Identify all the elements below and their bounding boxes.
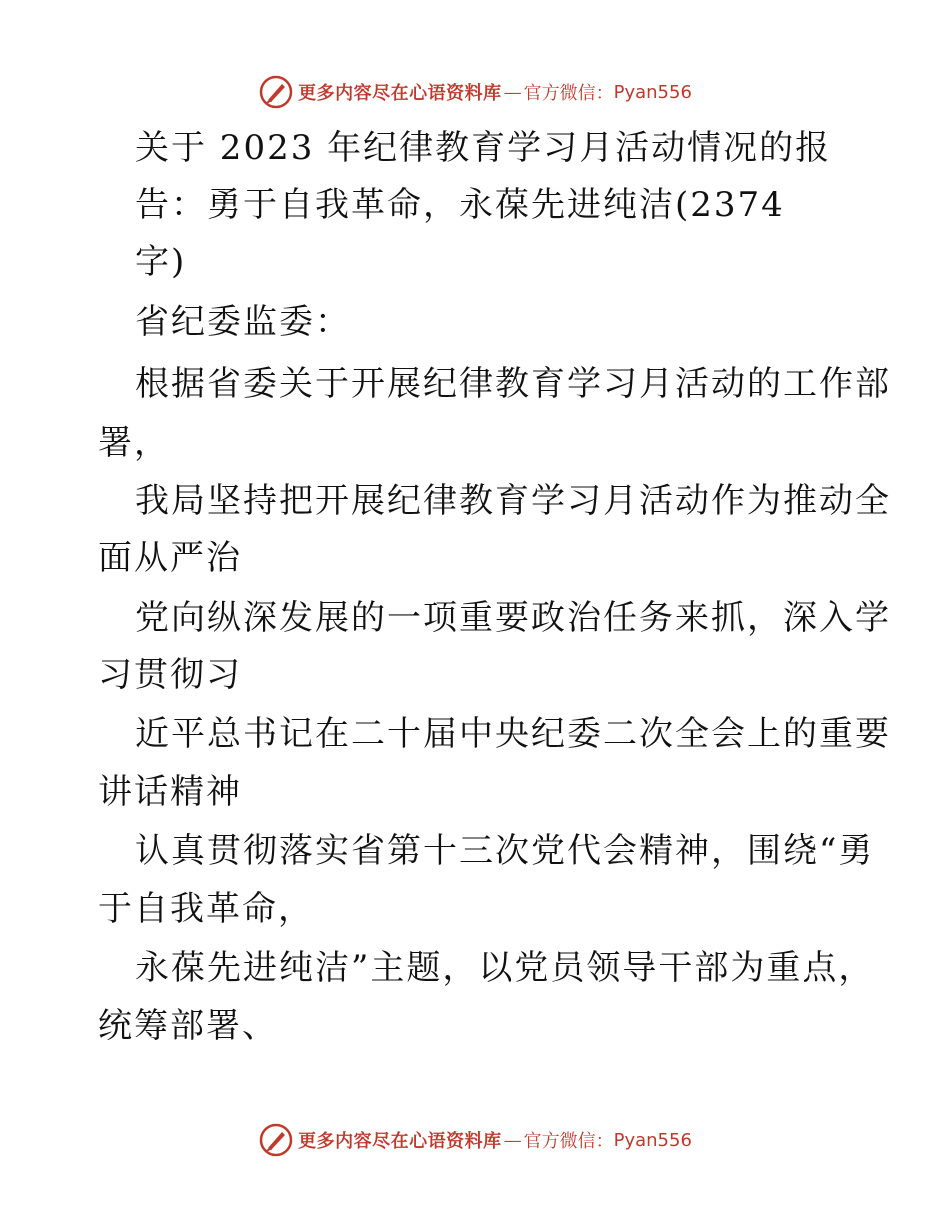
paragraph-line: 近平总书记在二十届中央纪委二次全会上的重要	[135, 714, 891, 754]
watermark-wechat-id: Pyan556	[613, 81, 692, 103]
quill-logo-icon	[258, 74, 294, 110]
watermark-official-label: 官方微信：	[523, 1131, 614, 1152]
watermark-wechat-id: Pyan556	[613, 1129, 692, 1151]
paragraph-line: 面从严治	[98, 538, 242, 578]
title-line-3: 字)	[135, 242, 187, 282]
paragraph-line: 认真贯彻落实省第十三次党代会精神，围绕“勇	[135, 831, 875, 871]
paragraph-line: 根据省委关于开展纪律教育学习月活动的工作部	[135, 364, 891, 404]
paragraph-line: 统筹部署、	[98, 1006, 278, 1046]
paragraph-line: 我局坚持把开展纪律教育学习月活动作为推动全	[135, 481, 891, 521]
title-line-1: 关于 2023 年纪律教育学习月活动情况的报	[135, 128, 832, 168]
paragraph-line: 党向纵深发展的一项重要政治任务来抓，深入学	[135, 598, 891, 638]
title-line-2: 告：勇于自我革命，永葆先进纯洁(2374	[135, 185, 785, 225]
watermark-main-text: 更多内容尽在心语资料库	[298, 83, 502, 104]
watermark-banner-top	[0, 70, 950, 114]
watermark-dash: —	[503, 1129, 522, 1151]
watermark-dash: —	[503, 81, 522, 103]
paragraph-line: 署，	[98, 423, 170, 463]
watermark-main-text: 更多内容尽在心语资料库	[298, 1131, 502, 1152]
watermark-official-label: 官方微信：	[523, 83, 614, 104]
watermark-banner-bottom	[0, 1118, 950, 1162]
paragraph-line: 讲话精神	[98, 772, 242, 812]
paragraph-line: 习贯彻习	[98, 655, 242, 695]
salutation-line: 省纪委监委：	[135, 302, 351, 342]
quill-logo-icon	[258, 1122, 294, 1158]
paragraph-line: 永葆先进纯洁”主题，以党员领导干部为重点，	[135, 948, 875, 988]
paragraph-line: 于自我革命，	[98, 889, 314, 929]
